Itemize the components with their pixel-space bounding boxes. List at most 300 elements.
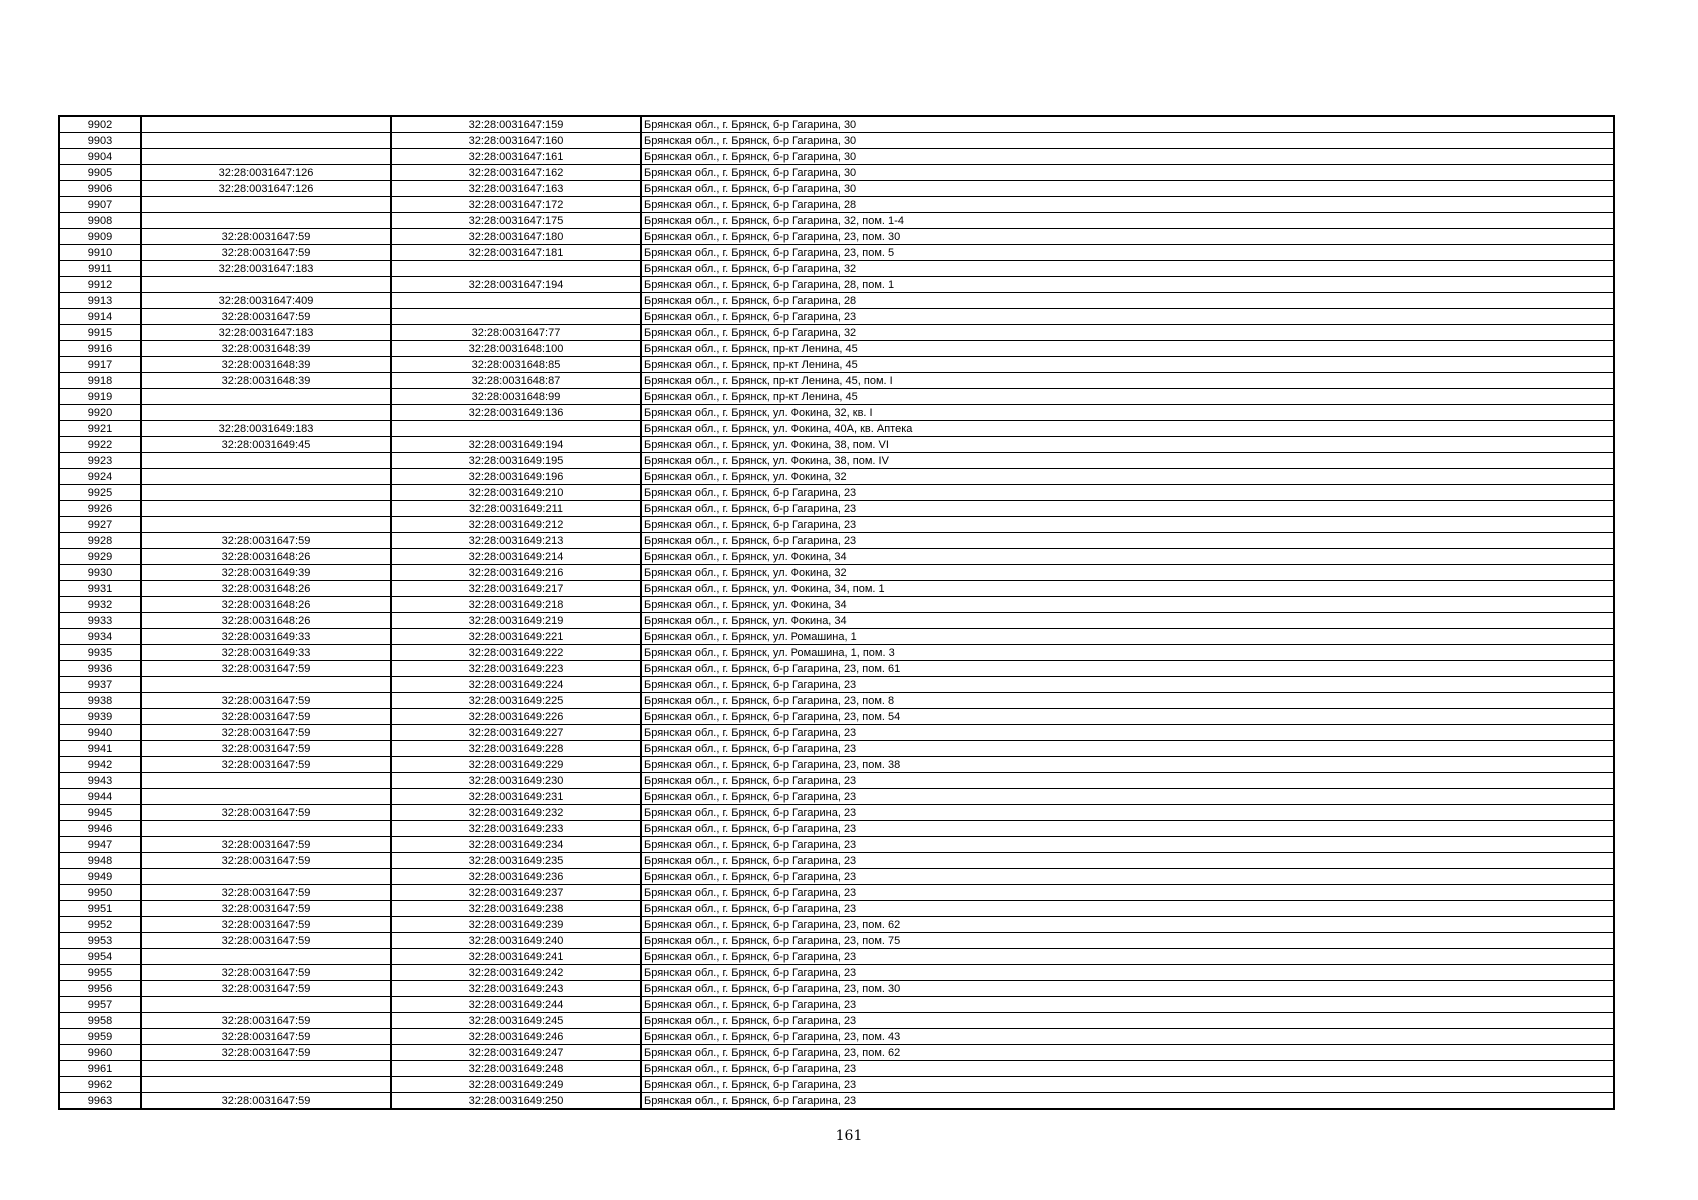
table-row — [59, 389, 1614, 405]
parent-cadastral-number-cell: 32:28:0031647:59 — [141, 661, 391, 677]
cadastral-number-cell: 32:28:0031648:100 — [391, 341, 641, 357]
address-cell: Брянская обл., г. Брянск, б-р Гагарина, 23 — [641, 949, 1614, 965]
parent-cadastral-number-cell: 32:28:0031648:39 — [141, 373, 391, 389]
table-row — [59, 949, 1614, 965]
parent-cadastral-number-cell: 32:28:0031649:39 — [141, 565, 391, 581]
cadastral-number-cell: 32:28:0031649:234 — [391, 837, 641, 853]
cadastral-number-cell: 32:28:0031649:213 — [391, 533, 641, 549]
address-cell: Брянская обл., г. Брянск, ул. Фокина, 32, кв. I — [641, 405, 1614, 421]
parent-cadastral-number-cell: 32:28:0031647:409 — [141, 293, 391, 309]
row-number-cell: 9959 — [59, 1029, 141, 1045]
address-cell: Брянская обл., г. Брянск, б-р Гагарина, 23 — [641, 725, 1614, 741]
parent-cadastral-number-cell: 32:28:0031647:59 — [141, 933, 391, 949]
address-cell: Брянская обл., г. Брянск, б-р Гагарина, 23, пом. 43 — [641, 1029, 1614, 1045]
table-row — [59, 165, 1614, 181]
parent-cadastral-number-cell — [141, 197, 391, 213]
parent-cadastral-number-cell — [141, 949, 391, 965]
cadastral-number-cell: 32:28:0031649:223 — [391, 661, 641, 677]
table-row — [59, 181, 1614, 197]
address-cell: Брянская обл., г. Брянск, б-р Гагарина, 23, пом. 75 — [641, 933, 1614, 949]
parent-cadastral-number-cell: 32:28:0031647:59 — [141, 709, 391, 725]
cadastral-number-cell: 32:28:0031649:214 — [391, 549, 641, 565]
parent-cadastral-number-cell: 32:28:0031649:45 — [141, 437, 391, 453]
cadastral-number-cell: 32:28:0031649:245 — [391, 1013, 641, 1029]
cadastral-number-cell: 32:28:0031649:219 — [391, 613, 641, 629]
cadastral-number-cell: 32:28:0031649:235 — [391, 853, 641, 869]
parent-cadastral-number-cell: 32:28:0031648:39 — [141, 341, 391, 357]
address-cell: Брянская обл., г. Брянск, б-р Гагарина, 23 — [641, 965, 1614, 981]
address-cell: Брянская обл., г. Брянск, б-р Гагарина, 23 — [641, 1093, 1614, 1110]
table-row — [59, 149, 1614, 165]
table-row — [59, 741, 1614, 757]
table-row — [59, 981, 1614, 997]
table-row — [59, 901, 1614, 917]
parent-cadastral-number-cell: 32:28:0031647:59 — [141, 837, 391, 853]
address-cell: Брянская обл., г. Брянск, ул. Ромашина, 1, пом. 3 — [641, 645, 1614, 661]
row-number-cell: 9904 — [59, 149, 141, 165]
table-row — [59, 453, 1614, 469]
cadastral-number-cell: 32:28:0031647:194 — [391, 277, 641, 293]
parent-cadastral-number-cell: 32:28:0031647:59 — [141, 309, 391, 325]
table-row — [59, 581, 1614, 597]
row-number-cell: 9951 — [59, 901, 141, 917]
table-row — [59, 373, 1614, 389]
table-row — [59, 997, 1614, 1013]
cadastral-number-cell: 32:28:0031647:159 — [391, 116, 641, 133]
cadastral-number-cell — [391, 309, 641, 325]
cadastral-number-cell — [391, 293, 641, 309]
address-cell: Брянская обл., г. Брянск, б-р Гагарина, 23 — [641, 869, 1614, 885]
cadastral-number-cell: 32:28:0031649:230 — [391, 773, 641, 789]
row-number-cell: 9914 — [59, 309, 141, 325]
parent-cadastral-number-cell: 32:28:0031647:59 — [141, 757, 391, 773]
parent-cadastral-number-cell: 32:28:0031648:39 — [141, 357, 391, 373]
row-number-cell: 9929 — [59, 549, 141, 565]
address-cell: Брянская обл., г. Брянск, б-р Гагарина, 23 — [641, 1013, 1614, 1029]
address-cell: Брянская обл., г. Брянск, б-р Гагарина, 23 — [641, 773, 1614, 789]
address-cell: Брянская обл., г. Брянск, б-р Гагарина, 28 — [641, 293, 1614, 309]
row-number-cell: 9924 — [59, 469, 141, 485]
cadastral-number-cell: 32:28:0031647:172 — [391, 197, 641, 213]
table-row — [59, 517, 1614, 533]
row-number-cell: 9945 — [59, 805, 141, 821]
table-row — [59, 789, 1614, 805]
address-cell: Брянская обл., г. Брянск, б-р Гагарина, 23 — [641, 805, 1614, 821]
row-number-cell: 9954 — [59, 949, 141, 965]
address-cell: Брянская обл., г. Брянск, ул. Фокина, 32 — [641, 565, 1614, 581]
parent-cadastral-number-cell: 32:28:0031649:33 — [141, 645, 391, 661]
address-cell: Брянская обл., г. Брянск, б-р Гагарина, 30 — [641, 116, 1614, 133]
row-number-cell: 9922 — [59, 437, 141, 453]
parent-cadastral-number-cell — [141, 389, 391, 405]
registry-table — [58, 115, 1615, 1110]
cadastral-number-cell: 32:28:0031647:163 — [391, 181, 641, 197]
parent-cadastral-number-cell — [141, 517, 391, 533]
parent-cadastral-number-cell: 32:28:0031647:59 — [141, 853, 391, 869]
cadastral-number-cell: 32:28:0031647:161 — [391, 149, 641, 165]
address-cell: Брянская обл., г. Брянск, б-р Гагарина, 23, пом. 61 — [641, 661, 1614, 677]
parent-cadastral-number-cell: 32:28:0031647:59 — [141, 917, 391, 933]
row-number-cell: 9949 — [59, 869, 141, 885]
parent-cadastral-number-cell: 32:28:0031647:59 — [141, 693, 391, 709]
row-number-cell: 9948 — [59, 853, 141, 869]
table-row — [59, 437, 1614, 453]
address-cell: Брянская обл., г. Брянск, б-р Гагарина, 30 — [641, 165, 1614, 181]
row-number-cell: 9940 — [59, 725, 141, 741]
cadastral-number-cell: 32:28:0031649:217 — [391, 581, 641, 597]
address-cell: Брянская обл., г. Брянск, б-р Гагарина, 30 — [641, 181, 1614, 197]
row-number-cell: 9942 — [59, 757, 141, 773]
address-cell: Брянская обл., г. Брянск, б-р Гагарина, 23 — [641, 501, 1614, 517]
row-number-cell: 9917 — [59, 357, 141, 373]
address-cell: Брянская обл., г. Брянск, б-р Гагарина, 23, пом. 30 — [641, 229, 1614, 245]
address-cell: Брянская обл., г. Брянск, б-р Гагарина, 23 — [641, 821, 1614, 837]
cadastral-number-cell: 32:28:0031647:175 — [391, 213, 641, 229]
address-cell: Брянская обл., г. Брянск, б-р Гагарина, 23 — [641, 485, 1614, 501]
row-number-cell: 9937 — [59, 677, 141, 693]
cadastral-number-cell: 32:28:0031649:194 — [391, 437, 641, 453]
row-number-cell: 9958 — [59, 1013, 141, 1029]
table-row — [59, 325, 1614, 341]
address-cell: Брянская обл., г. Брянск, б-р Гагарина, 23, пом. 30 — [641, 981, 1614, 997]
row-number-cell: 9909 — [59, 229, 141, 245]
parent-cadastral-number-cell: 32:28:0031647:59 — [141, 885, 391, 901]
parent-cadastral-number-cell: 32:28:0031647:59 — [141, 901, 391, 917]
row-number-cell: 9905 — [59, 165, 141, 181]
parent-cadastral-number-cell — [141, 1061, 391, 1077]
table-row — [59, 405, 1614, 421]
row-number-cell: 9918 — [59, 373, 141, 389]
parent-cadastral-number-cell — [141, 1077, 391, 1093]
cadastral-number-cell: 32:28:0031648:87 — [391, 373, 641, 389]
row-number-cell: 9910 — [59, 245, 141, 261]
row-number-cell: 9928 — [59, 533, 141, 549]
row-number-cell: 9961 — [59, 1061, 141, 1077]
parent-cadastral-number-cell — [141, 453, 391, 469]
table-row — [59, 1077, 1614, 1093]
parent-cadastral-number-cell — [141, 821, 391, 837]
row-number-cell: 9944 — [59, 789, 141, 805]
address-cell: Брянская обл., г. Брянск, ул. Фокина, 34, пом. 1 — [641, 581, 1614, 597]
table-row — [59, 885, 1614, 901]
table-row — [59, 1061, 1614, 1077]
cadastral-number-cell: 32:28:0031648:99 — [391, 389, 641, 405]
table-row — [59, 565, 1614, 581]
cadastral-number-cell: 32:28:0031649:249 — [391, 1077, 641, 1093]
cadastral-number-cell: 32:28:0031649:195 — [391, 453, 641, 469]
row-number-cell: 9930 — [59, 565, 141, 581]
row-number-cell: 9920 — [59, 405, 141, 421]
parent-cadastral-number-cell: 32:28:0031647:183 — [141, 261, 391, 277]
table-row — [59, 613, 1614, 629]
cadastral-number-cell: 32:28:0031649:225 — [391, 693, 641, 709]
address-cell: Брянская обл., г. Брянск, б-р Гагарина, 23 — [641, 1077, 1614, 1093]
address-cell: Брянская обл., г. Брянск, б-р Гагарина, 23 — [641, 677, 1614, 693]
cadastral-number-cell: 32:28:0031649:250 — [391, 1093, 641, 1110]
row-number-cell: 9957 — [59, 997, 141, 1013]
row-number-cell: 9935 — [59, 645, 141, 661]
address-cell: Брянская обл., г. Брянск, пр-кт Ленина, 45 — [641, 341, 1614, 357]
table-row — [59, 853, 1614, 869]
address-cell: Брянская обл., г. Брянск, б-р Гагарина, 23, пом. 38 — [641, 757, 1614, 773]
address-cell: Брянская обл., г. Брянск, б-р Гагарина, 23 — [641, 533, 1614, 549]
address-cell: Брянская обл., г. Брянск, б-р Гагарина, 23, пом. 62 — [641, 1045, 1614, 1061]
row-number-cell: 9926 — [59, 501, 141, 517]
table-row — [59, 805, 1614, 821]
cadastral-number-cell: 32:28:0031649:241 — [391, 949, 641, 965]
parent-cadastral-number-cell: 32:28:0031647:59 — [141, 1013, 391, 1029]
row-number-cell: 9913 — [59, 293, 141, 309]
parent-cadastral-number-cell — [141, 469, 391, 485]
address-cell: Брянская обл., г. Брянск, пр-кт Ленина, 45, пом. I — [641, 373, 1614, 389]
row-number-cell: 9947 — [59, 837, 141, 853]
row-number-cell: 9941 — [59, 741, 141, 757]
table-row — [59, 1029, 1614, 1045]
table-row — [59, 501, 1614, 517]
row-number-cell: 9933 — [59, 613, 141, 629]
parent-cadastral-number-cell: 32:28:0031647:59 — [141, 533, 391, 549]
cadastral-number-cell: 32:28:0031649:248 — [391, 1061, 641, 1077]
address-cell: Брянская обл., г. Брянск, ул. Фокина, 34 — [641, 597, 1614, 613]
cadastral-number-cell: 32:28:0031647:77 — [391, 325, 641, 341]
address-cell: Брянская обл., г. Брянск, ул. Фокина, 34 — [641, 549, 1614, 565]
parent-cadastral-number-cell: 32:28:0031647:59 — [141, 725, 391, 741]
parent-cadastral-number-cell: 32:28:0031647:59 — [141, 741, 391, 757]
parent-cadastral-number-cell — [141, 213, 391, 229]
table-row — [59, 341, 1614, 357]
cadastral-number-cell: 32:28:0031649:229 — [391, 757, 641, 773]
table-row — [59, 709, 1614, 725]
row-number-cell: 9931 — [59, 581, 141, 597]
cadastral-number-cell — [391, 421, 641, 437]
parent-cadastral-number-cell — [141, 501, 391, 517]
cadastral-number-cell: 32:28:0031649:227 — [391, 725, 641, 741]
address-cell: Брянская обл., г. Брянск, б-р Гагарина, 32 — [641, 325, 1614, 341]
parent-cadastral-number-cell: 32:28:0031647:59 — [141, 1029, 391, 1045]
address-cell: Брянская обл., г. Брянск, ул. Фокина, 40А, кв. Аптека — [641, 421, 1614, 437]
parent-cadastral-number-cell — [141, 277, 391, 293]
address-cell: Брянская обл., г. Брянск, ул. Фокина, 38, пом. VI — [641, 437, 1614, 453]
address-cell: Брянская обл., г. Брянск, б-р Гагарина, 23, пом. 5 — [641, 245, 1614, 261]
table-row — [59, 533, 1614, 549]
row-number-cell: 9916 — [59, 341, 141, 357]
table-row — [59, 485, 1614, 501]
cadastral-number-cell: 32:28:0031649:210 — [391, 485, 641, 501]
parent-cadastral-number-cell: 32:28:0031648:26 — [141, 613, 391, 629]
parent-cadastral-number-cell — [141, 789, 391, 805]
parent-cadastral-number-cell: 32:28:0031647:59 — [141, 981, 391, 997]
parent-cadastral-number-cell — [141, 997, 391, 1013]
cadastral-number-cell: 32:28:0031649:136 — [391, 405, 641, 421]
row-number-cell: 9953 — [59, 933, 141, 949]
parent-cadastral-number-cell — [141, 773, 391, 789]
row-number-cell: 9903 — [59, 133, 141, 149]
address-cell: Брянская обл., г. Брянск, б-р Гагарина, 23 — [641, 997, 1614, 1013]
address-cell: Брянская обл., г. Брянск, б-р Гагарина, 23, пом. 62 — [641, 917, 1614, 933]
address-cell: Брянская обл., г. Брянск, б-р Гагарина, 23 — [641, 837, 1614, 853]
parent-cadastral-number-cell: 32:28:0031647:126 — [141, 181, 391, 197]
table-row — [59, 661, 1614, 677]
parent-cadastral-number-cell: 32:28:0031647:59 — [141, 245, 391, 261]
table-row — [59, 1013, 1614, 1029]
cadastral-number-cell: 32:28:0031649:232 — [391, 805, 641, 821]
address-cell: Брянская обл., г. Брянск, б-р Гагарина, 23 — [641, 853, 1614, 869]
row-number-cell: 9911 — [59, 261, 141, 277]
table-row — [59, 197, 1614, 213]
parent-cadastral-number-cell — [141, 133, 391, 149]
cadastral-number-cell: 32:28:0031649:243 — [391, 981, 641, 997]
parent-cadastral-number-cell: 32:28:0031648:26 — [141, 597, 391, 613]
parent-cadastral-number-cell: 32:28:0031647:183 — [141, 325, 391, 341]
row-number-cell: 9938 — [59, 693, 141, 709]
cadastral-number-cell: 32:28:0031649:218 — [391, 597, 641, 613]
cadastral-number-cell: 32:28:0031649:238 — [391, 901, 641, 917]
address-cell: Брянская обл., г. Брянск, ул. Фокина, 32 — [641, 469, 1614, 485]
cadastral-number-cell: 32:28:0031647:180 — [391, 229, 641, 245]
table-row — [59, 757, 1614, 773]
row-number-cell: 9907 — [59, 197, 141, 213]
cadastral-number-cell: 32:28:0031649:224 — [391, 677, 641, 693]
parent-cadastral-number-cell: 32:28:0031649:33 — [141, 629, 391, 645]
address-cell: Брянская обл., г. Брянск, ул. Фокина, 34 — [641, 613, 1614, 629]
address-cell: Брянская обл., г. Брянск, б-р Гагарина, 30 — [641, 149, 1614, 165]
row-number-cell: 9908 — [59, 213, 141, 229]
table-row — [59, 677, 1614, 693]
table-row — [59, 773, 1614, 789]
table-row — [59, 725, 1614, 741]
address-cell: Брянская обл., г. Брянск, б-р Гагарина, 23 — [641, 741, 1614, 757]
cadastral-number-cell: 32:28:0031649:240 — [391, 933, 641, 949]
cadastral-number-cell: 32:28:0031647:181 — [391, 245, 641, 261]
table-row — [59, 1093, 1614, 1110]
row-number-cell: 9952 — [59, 917, 141, 933]
address-cell: Брянская обл., г. Брянск, б-р Гагарина, 23, пом. 8 — [641, 693, 1614, 709]
parent-cadastral-number-cell: 32:28:0031647:59 — [141, 1045, 391, 1061]
table-row — [59, 597, 1614, 613]
parent-cadastral-number-cell — [141, 149, 391, 165]
parent-cadastral-number-cell: 32:28:0031647:59 — [141, 1093, 391, 1110]
address-cell: Брянская обл., г. Брянск, б-р Гагарина, 32 — [641, 261, 1614, 277]
table-row — [59, 549, 1614, 565]
table-row — [59, 133, 1614, 149]
address-cell: Брянская обл., г. Брянск, б-р Гагарина, 23 — [641, 901, 1614, 917]
address-cell: Брянская обл., г. Брянск, пр-кт Ленина, 45 — [641, 357, 1614, 373]
parent-cadastral-number-cell — [141, 405, 391, 421]
row-number-cell: 9927 — [59, 517, 141, 533]
cadastral-number-cell: 32:28:0031649:247 — [391, 1045, 641, 1061]
cadastral-number-cell: 32:28:0031649:239 — [391, 917, 641, 933]
cadastral-number-cell: 32:28:0031649:228 — [391, 741, 641, 757]
row-number-cell: 9946 — [59, 821, 141, 837]
table-row — [59, 277, 1614, 293]
table-row — [59, 821, 1614, 837]
row-number-cell: 9919 — [59, 389, 141, 405]
row-number-cell: 9950 — [59, 885, 141, 901]
table-row — [59, 116, 1614, 133]
cadastral-number-cell: 32:28:0031649:212 — [391, 517, 641, 533]
table-row — [59, 245, 1614, 261]
parent-cadastral-number-cell — [141, 869, 391, 885]
parent-cadastral-number-cell: 32:28:0031647:59 — [141, 965, 391, 981]
cadastral-number-cell: 32:28:0031649:216 — [391, 565, 641, 581]
row-number-cell: 9939 — [59, 709, 141, 725]
cadastral-number-cell: 32:28:0031649:221 — [391, 629, 641, 645]
table-row — [59, 213, 1614, 229]
row-number-cell: 9932 — [59, 597, 141, 613]
row-number-cell: 9963 — [59, 1093, 141, 1110]
table-row — [59, 933, 1614, 949]
table-row — [59, 837, 1614, 853]
row-number-cell: 9962 — [59, 1077, 141, 1093]
address-cell: Брянская обл., г. Брянск, б-р Гагарина, 23, пом. 54 — [641, 709, 1614, 725]
address-cell: Брянская обл., г. Брянск, б-р Гагарина, 28 — [641, 197, 1614, 213]
table-row — [59, 693, 1614, 709]
row-number-cell: 9912 — [59, 277, 141, 293]
table-row — [59, 629, 1614, 645]
table-row — [59, 261, 1614, 277]
row-number-cell: 9936 — [59, 661, 141, 677]
table-row — [59, 293, 1614, 309]
row-number-cell: 9921 — [59, 421, 141, 437]
table-row — [59, 1045, 1614, 1061]
parent-cadastral-number-cell — [141, 116, 391, 133]
address-cell: Брянская обл., г. Брянск, б-р Гагарина, 23 — [641, 517, 1614, 533]
parent-cadastral-number-cell: 32:28:0031647:59 — [141, 229, 391, 245]
parent-cadastral-number-cell: 32:28:0031648:26 — [141, 549, 391, 565]
cadastral-number-cell: 32:28:0031647:162 — [391, 165, 641, 181]
address-cell: Брянская обл., г. Брянск, б-р Гагарина, 30 — [641, 133, 1614, 149]
cadastral-number-cell: 32:28:0031649:196 — [391, 469, 641, 485]
table-row — [59, 357, 1614, 373]
cadastral-number-cell: 32:28:0031649:246 — [391, 1029, 641, 1045]
registry-table-body — [59, 116, 1614, 1109]
table-row — [59, 309, 1614, 325]
parent-cadastral-number-cell: 32:28:0031647:126 — [141, 165, 391, 181]
parent-cadastral-number-cell — [141, 485, 391, 501]
row-number-cell: 9955 — [59, 965, 141, 981]
address-cell: Брянская обл., г. Брянск, б-р Гагарина, 23 — [641, 885, 1614, 901]
cadastral-number-cell: 32:28:0031649:233 — [391, 821, 641, 837]
row-number-cell: 9934 — [59, 629, 141, 645]
address-cell: Брянская обл., г. Брянск, б-р Гагарина, 23 — [641, 1061, 1614, 1077]
parent-cadastral-number-cell: 32:28:0031649:183 — [141, 421, 391, 437]
row-number-cell: 9943 — [59, 773, 141, 789]
cadastral-number-cell: 32:28:0031649:237 — [391, 885, 641, 901]
table-row — [59, 965, 1614, 981]
cadastral-number-cell: 32:28:0031649:211 — [391, 501, 641, 517]
table-row — [59, 469, 1614, 485]
parent-cadastral-number-cell: 32:28:0031648:26 — [141, 581, 391, 597]
row-number-cell: 9923 — [59, 453, 141, 469]
cadastral-number-cell: 32:28:0031649:226 — [391, 709, 641, 725]
cadastral-number-cell: 32:28:0031647:160 — [391, 133, 641, 149]
table-row — [59, 917, 1614, 933]
cadastral-number-cell: 32:28:0031649:242 — [391, 965, 641, 981]
row-number-cell: 9915 — [59, 325, 141, 341]
table-row — [59, 869, 1614, 885]
cadastral-number-cell: 32:28:0031649:231 — [391, 789, 641, 805]
page-number: 161 — [835, 1128, 863, 1144]
table-row — [59, 421, 1614, 437]
cadastral-number-cell: 32:28:0031649:244 — [391, 997, 641, 1013]
address-cell: Брянская обл., г. Брянск, б-р Гагарина, 32, пом. 1-4 — [641, 213, 1614, 229]
address-cell: Брянская обл., г. Брянск, пр-кт Ленина, 45 — [641, 389, 1614, 405]
table-row — [59, 645, 1614, 661]
cadastral-number-cell: 32:28:0031648:85 — [391, 357, 641, 373]
address-cell: Брянская обл., г. Брянск, ул. Ромашина, 1 — [641, 629, 1614, 645]
parent-cadastral-number-cell: 32:28:0031647:59 — [141, 805, 391, 821]
cadastral-number-cell: 32:28:0031649:236 — [391, 869, 641, 885]
